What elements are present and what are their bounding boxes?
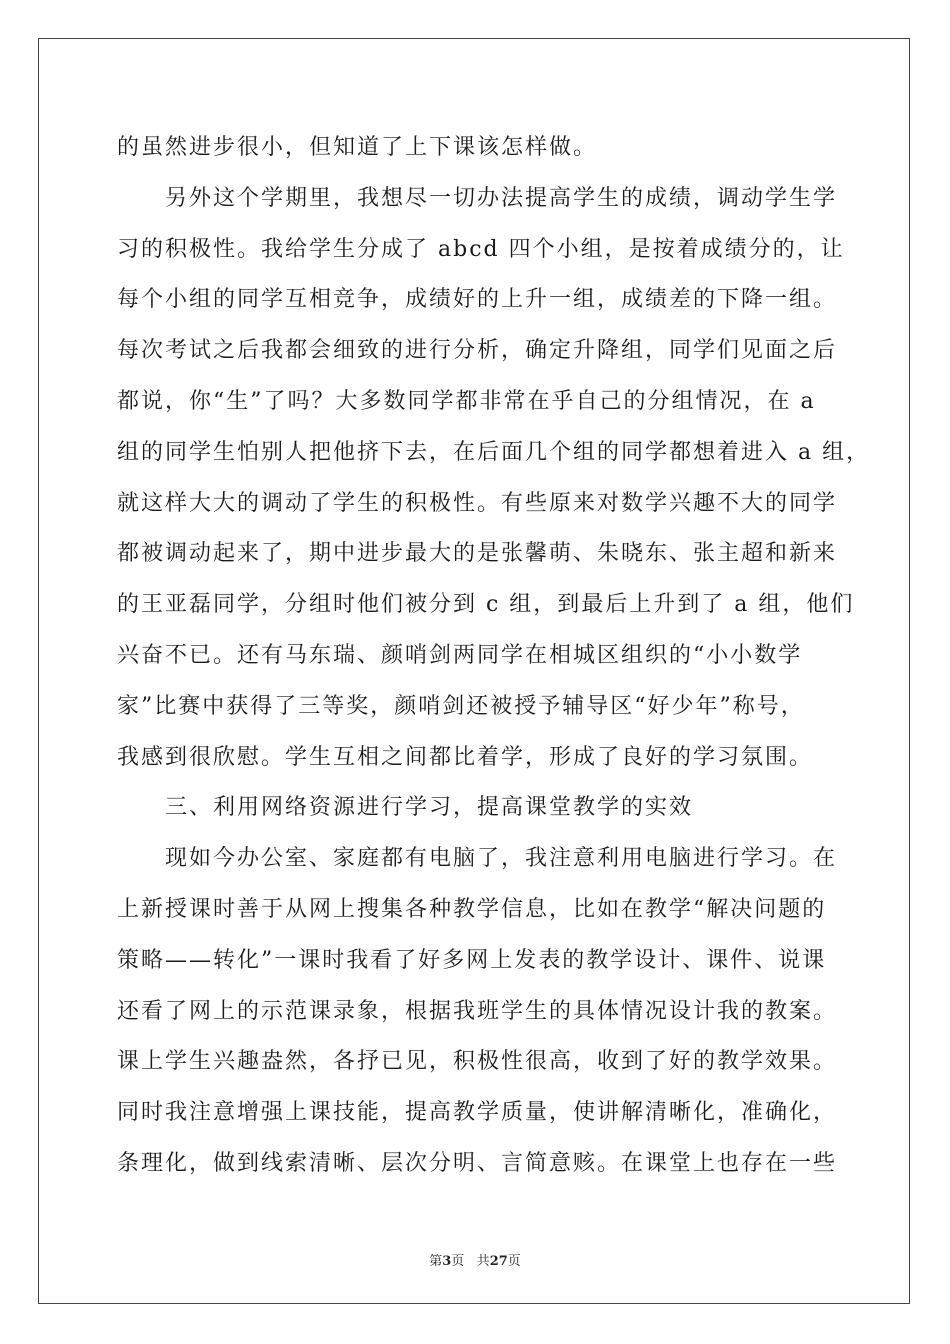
text-line: 就这样大大的调动了学生的积极性。有些原来对数学兴趣不大的同学	[117, 490, 838, 516]
text-line: 课上学生兴趣盎然，各抒已见，积极性很高，收到了好的教学效果。	[117, 1049, 838, 1075]
page-footer	[0, 1250, 950, 1269]
text-line: 每次考试之后我都会细致的进行分析，确定升降组，同学们见面之后	[117, 338, 838, 364]
text-line: 策略——转化”一课时我看了好多网上发表的教学设计、课件、说课	[117, 947, 827, 973]
footer-total-suffix: 页	[507, 1254, 521, 1269]
text-line: 的虽然进步很小，但知道了上下课该怎样做。	[117, 135, 598, 160]
text-line: 习的积极性。我给学生分成了 abcd 四个小组，是按着成绩分的，让	[117, 236, 845, 262]
text-line: 组的同学生怕别人把他挤下去，在后面几个组的同学都想着进入 a 组，	[117, 439, 871, 465]
text-line: 条理化，做到线索清晰、层次分明、言简意赅。在课堂上也存在一些	[117, 1150, 838, 1176]
text-line: 另外这个学期里，我想尽一切办法提高学生的成绩，调动学生学	[165, 185, 838, 211]
text-line: 还看了网上的示范课录象，根据我班学生的具体情况设计我的教案。	[117, 998, 838, 1024]
text-line: 同时我注意增强上课技能，提高教学质量，使讲解清晰化，准确化，	[117, 1100, 838, 1126]
text-line: 家”比赛中获得了三等奖，颜哨剑还被授予辅导区“好少年”称号，	[117, 693, 805, 719]
text-line: 都被调动起来了，期中进步最大的是张馨萌、朱晓东、张主超和新来	[117, 541, 838, 567]
current-page-number: 3	[442, 1254, 452, 1269]
text-line: 都说，你“生”了吗？大多数同学都非常在乎自己的分组情况，在 a	[117, 388, 816, 414]
text-line: 兴奋不已。还有马东瑞、颜哨剑两同学在相城区组织的“小小数学	[117, 642, 803, 668]
text-line: 现如今办公室、家庭都有电脑了，我注意利用电脑进行学习。在	[165, 846, 838, 872]
footer-total-prefix: 共	[476, 1254, 490, 1269]
text-line: 每个小组的同学互相竞争，成绩好的上升一组，成绩差的下降一组。	[117, 287, 838, 313]
text-line: 的王亚磊同学，分组时他们被分到 c 组，到最后上升到了 a 组，他们	[117, 592, 855, 618]
footer-prefix: 第	[429, 1254, 443, 1269]
text-line: 我感到很欣慰。学生互相之间都比着学，形成了良好的学习氛围。	[117, 744, 814, 770]
document-body	[117, 128, 871, 1195]
section-heading: 三、利用网络资源进行学习，提高课堂教学的实效	[165, 795, 694, 821]
text-line: 上新授课时善于从网上搜集各种教学信息，比如在教学“解决问题的	[117, 896, 827, 922]
total-page-count: 27	[489, 1254, 508, 1269]
footer-page-suffix: 页	[451, 1254, 465, 1269]
